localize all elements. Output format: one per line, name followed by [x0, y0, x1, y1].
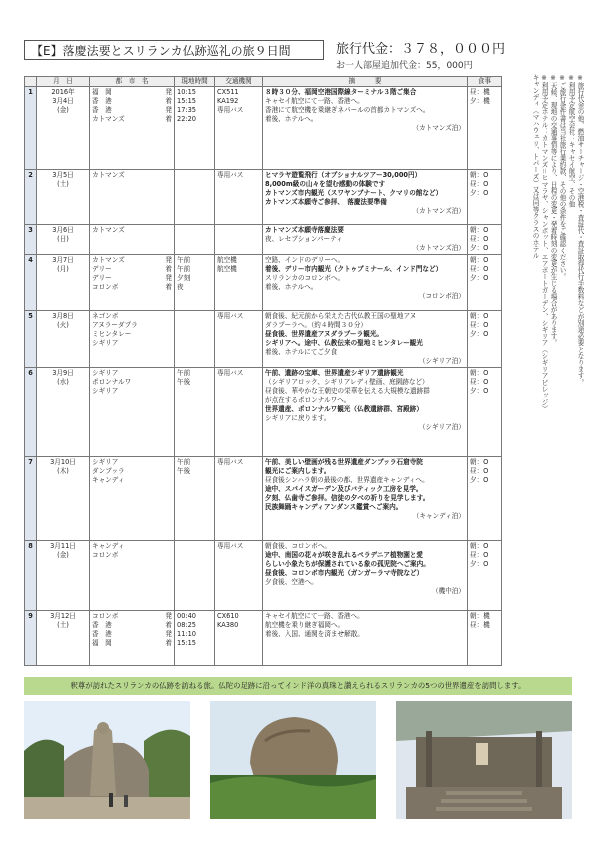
summary-line: 空路、インドのデリーへ。 [265, 256, 345, 264]
city-name: キャンディ [92, 542, 125, 550]
city-status: 着 [165, 115, 172, 123]
time-cell [175, 611, 215, 666]
city-name: 香 港 [92, 621, 112, 629]
transport-line: 専用バス [217, 171, 244, 179]
date-line: (火) [57, 321, 69, 329]
table-row [25, 611, 502, 666]
city-line [92, 88, 172, 97]
accommodation: （キャンディ泊） [412, 512, 465, 520]
transport-cell [215, 170, 263, 225]
summary-line: ヒマラヤ遊覧飛行（オプショナルツアー30,000円） [265, 171, 422, 179]
time-line: 午前 [177, 369, 191, 377]
meal-line: 昼：O [470, 378, 489, 386]
date-line: (木) [57, 467, 69, 475]
summary-cell [263, 541, 468, 611]
city-status: 発 [165, 274, 172, 282]
time-cell [175, 368, 215, 457]
city-line [92, 339, 172, 348]
summary-line: 午前、美しい壁画が残る世界遺産ダンブッラ石窟寺院 [265, 458, 423, 466]
time-line: 10:15 [177, 88, 197, 96]
city-status: 着 [165, 97, 172, 105]
summary-line: カトマンズ本願寺ご参拝、 落慶法要準備 [265, 198, 387, 206]
city-line [92, 312, 172, 321]
time-line: 夕刻 [177, 274, 191, 282]
time-line: 08:25 [177, 621, 197, 629]
summary-cell [263, 311, 468, 368]
city-line [92, 256, 172, 265]
city-line [92, 283, 172, 292]
time-line: 00:40 [177, 612, 197, 620]
city-status: 発 [165, 106, 172, 114]
meal-line: 朝：O [470, 256, 489, 264]
time-line: 午後 [177, 467, 191, 475]
city-name: 福 岡 [92, 88, 112, 96]
col-header-transport: 交通機関 [215, 77, 263, 87]
city-name: コロンボ [92, 283, 119, 291]
tour-banner: 釈尊が訪れたスリランカの仏跡を訪ねる旅。仏陀の足跡に沿ってインド洋の真珠と讃えられるスリランカの5つの世界遺産を訪問します。 [24, 677, 572, 695]
day-number: 5 [25, 311, 37, 368]
city-name: シギリア [92, 387, 119, 395]
meal-line: 昼：O [470, 321, 489, 329]
city-cell [90, 368, 175, 457]
note-line: ※旅行代金の他、燃油サーチャージ・空港税・査証代・査証取得代行手数料などが別途必要となります。 [576, 74, 584, 386]
city-line [92, 265, 172, 274]
city-line [92, 171, 172, 180]
city-line [92, 330, 172, 339]
day-number: 8 [25, 541, 37, 611]
city-name: ダンブッラ [92, 467, 125, 475]
meal-line: 夕：O [470, 330, 489, 338]
city-name: キャンディ [92, 476, 125, 484]
meal-line: 夕：O [470, 189, 489, 197]
meals-cell [468, 170, 502, 225]
day-date [37, 368, 90, 457]
meals-cell [468, 611, 502, 666]
city-line [92, 476, 172, 485]
transport-line: 専用バス [217, 542, 244, 550]
date-line: (土) [57, 621, 69, 629]
city-name: カトマンズ [92, 226, 125, 234]
summary-line: 夕刻、仏歯寺ご参拝。信徒の夕べの祈りを見学します。 [265, 494, 430, 502]
table-row [25, 170, 502, 225]
summary-line: らしい小象たちが保護されている象の孤児院へご案内。 [265, 560, 430, 568]
city-cell [90, 611, 175, 666]
city-line [92, 369, 172, 378]
summary-line: キャセイ航空にて一路、香港へ。 [265, 612, 364, 620]
meal-line: 昼：O [470, 467, 489, 475]
table-row [25, 225, 502, 255]
note-line: ※天候、現地の交通事情等により、日程の変更・発着時刻の変更が生じる場合があります。 [549, 74, 557, 346]
time-line: 夜 [177, 283, 184, 291]
transport-cell [215, 87, 263, 170]
time-line: 午後 [177, 378, 191, 386]
summary-line: 民族舞踊キャンディアンダンス鑑賞へご案内。 [265, 503, 403, 511]
transport-line: CX511 [217, 88, 239, 96]
meal-line: 夕：O [470, 274, 489, 282]
city-cell [90, 170, 175, 225]
meals-cell [468, 87, 502, 170]
transport-line: KA380 [217, 621, 239, 629]
city-status: 着 [165, 621, 172, 629]
meals-cell [468, 541, 502, 611]
city-name: 香 港 [92, 97, 112, 105]
meal-line: 夕：O [470, 560, 489, 568]
city-status: 発 [165, 630, 172, 638]
transport-cell [215, 225, 263, 255]
city-cell [90, 311, 175, 368]
day-date [37, 541, 90, 611]
date-line: (水) [57, 378, 69, 386]
summary-line: カトマンズ市内観光（スワヤンブナート、クマリの館など） [265, 189, 443, 197]
city-status: 発 [165, 612, 172, 620]
meals-cell [468, 225, 502, 255]
summary-line: 8,000m級の山々を望む感動の体験です [265, 180, 386, 188]
travel-notes [510, 74, 584, 574]
day-date [37, 611, 90, 666]
transport-cell [215, 541, 263, 611]
meal-line: 夕：O [470, 476, 489, 484]
city-cell [90, 457, 175, 541]
summary-line: ダラプーラへ。（約４時間３０分） [265, 321, 368, 329]
table-header-row [25, 77, 502, 87]
summary-line: 香港にて航空機を乗継ぎネパールの首都カトマンズへ。 [265, 106, 430, 114]
meal-line: 朝：O [470, 542, 489, 550]
time-cell [175, 170, 215, 225]
city-name: ポロンナルワ [92, 378, 132, 386]
meal-line: 夕：機 [470, 97, 490, 105]
accommodation: （カトマンズ泊） [412, 207, 465, 215]
accommodation: （シギリア泊） [418, 423, 465, 431]
time-line: 午前 [177, 256, 191, 264]
city-line [92, 467, 172, 476]
time-cell [175, 541, 215, 611]
meal-line: 昼：機 [470, 88, 490, 96]
table-row [25, 457, 502, 541]
summary-line: 昼食後、華やかな王朝史の栄華を伝える大規模な遺跡群 [265, 387, 430, 395]
summary-line: カトマンズ本願寺落慶法要 [265, 226, 344, 234]
col-header-time: 現地時間 [175, 77, 215, 87]
summary-line: シギリアに戻ります。 [265, 414, 331, 422]
accommodation: （カトマンズ泊） [412, 244, 465, 252]
meal-line: 夕：O [470, 244, 489, 252]
table-row [25, 87, 502, 170]
date-line: 3月7日 [52, 256, 74, 264]
city-line [92, 226, 172, 235]
day-date [37, 170, 90, 225]
meal-line: 朝：O [470, 312, 489, 320]
city-line [92, 542, 172, 551]
date-line: 3月12日 [50, 612, 76, 620]
city-cell [90, 541, 175, 611]
city-line [92, 378, 172, 387]
summary-line: スリランカのコロンボへ。 [265, 274, 345, 282]
meal-line: 昼：機 [470, 621, 490, 629]
accommodation: （機中泊） [432, 587, 465, 595]
meal-line: 夕：O [470, 387, 489, 395]
city-cell [90, 87, 175, 170]
date-line: (土) [57, 180, 69, 188]
day-number: 9 [25, 611, 37, 666]
table-row [25, 541, 502, 611]
city-line [92, 115, 172, 124]
city-line [92, 274, 172, 283]
time-line: 15:15 [177, 97, 197, 105]
transport-line: 専用バス [217, 458, 244, 466]
summary-cell [263, 611, 468, 666]
transport-line: 専用バス [217, 369, 244, 377]
day-number: 1 [25, 87, 37, 170]
date-line: 3月9日 [52, 369, 74, 377]
time-line: 11:10 [177, 630, 197, 638]
city-line [92, 551, 172, 560]
city-name: シギリア [92, 339, 119, 347]
meal-line: 昼：O [470, 180, 489, 188]
meal-line: 朝：O [470, 369, 489, 377]
day-number: 4 [25, 255, 37, 311]
itinerary-table [24, 76, 502, 666]
day-number: 7 [25, 457, 37, 541]
date-line: 3月6日 [52, 226, 74, 234]
time-cell [175, 311, 215, 368]
meals-cell [468, 255, 502, 311]
col-header-summary: 摘 要 [263, 77, 468, 87]
city-name: デリー [92, 265, 112, 273]
summary-line: 観光にご案内します。 [265, 467, 331, 475]
col-header-date: 月 日 [37, 77, 90, 87]
city-line [92, 321, 172, 330]
city-name: 香 港 [92, 106, 112, 114]
summary-cell [263, 255, 468, 311]
city-cell [90, 225, 175, 255]
date-line: 3月5日 [52, 171, 74, 179]
city-name: カトマンズ [92, 115, 125, 123]
city-name: ミヒンタレー [92, 330, 132, 338]
city-name: シギリア [92, 369, 119, 377]
transport-cell [215, 311, 263, 368]
note-line: ※ご旅行条件書は当社旅行業約款、その他の条件をご確認ください。 [558, 74, 566, 280]
city-name: 香 港 [92, 630, 112, 638]
summary-line: 朝食後、コロンボへ。 [265, 542, 331, 550]
summary-line: （シギリアロック、シギリアレディ壁画、庭園跡など） [265, 378, 429, 386]
summary-line: 昼食後、世界遺産アヌダラプーラ観光。 [265, 330, 384, 338]
city-status: 発 [165, 88, 172, 96]
meal-line: 昼：O [470, 235, 489, 243]
time-cell [175, 225, 215, 255]
city-name: コロンボ [92, 612, 119, 620]
meal-line: 朝：O [470, 171, 489, 179]
day-date [37, 311, 90, 368]
tour-price: 旅行代金：３７８，０００円 [336, 42, 506, 57]
accommodation: （シギリア泊） [418, 357, 465, 365]
time-line: 午前 [177, 458, 191, 466]
time-line: 15:15 [177, 639, 197, 647]
day-date [37, 255, 90, 311]
col-header-num [25, 77, 37, 87]
time-cell [175, 457, 215, 541]
table-row [25, 255, 502, 311]
city-name: 福 岡 [92, 639, 112, 647]
date-line: (月) [57, 265, 69, 273]
tour-title: 【E】落慶法要とスリランカ仏跡巡礼の旅９日間 [24, 40, 324, 60]
date-line: (金) [57, 551, 69, 559]
summary-line: が点在するポロンナルワへ。 [265, 396, 351, 404]
city-name: シギリア [92, 458, 119, 466]
city-name: ネゴンボ [92, 312, 119, 320]
summary-cell [263, 225, 468, 255]
summary-line: 夜、レセプションパーティ [265, 235, 343, 243]
time-cell [175, 87, 215, 170]
time-line: 午前 [177, 265, 191, 273]
city-line [92, 621, 172, 630]
summary-line: 途中、南国の花々が咲き乱れるペラデニア植物園と愛 [265, 551, 423, 559]
note-line: ※利用予定航空会社：キャセイ航空、その他 [567, 74, 575, 208]
meals-cell [468, 368, 502, 457]
col-header-meals: 食事 [468, 77, 502, 87]
city-name: デリー [92, 274, 112, 282]
day-number: 2 [25, 170, 37, 225]
meal-line: 昼：O [470, 551, 489, 559]
transport-cell [215, 368, 263, 457]
summary-line: 着後、ホテルへ。 [265, 283, 318, 291]
date-line: (金) [57, 106, 69, 114]
city-name: コロンボ [92, 551, 119, 559]
meals-cell [468, 457, 502, 541]
date-line: 3月4日 [52, 97, 74, 105]
summary-line: シギリアへ。途中、仏教伝来の聖地ミヒンタレー観光 [265, 339, 423, 347]
meal-line: 朝：O [470, 226, 489, 234]
date-line: 3月11日 [50, 542, 76, 550]
date-line: 2016年 [51, 88, 75, 96]
transport-line: 航空機 [217, 265, 237, 273]
city-cell [90, 255, 175, 311]
summary-line: 午前、遺跡の宝庫、世界遺産シギリア遺跡観光 [265, 369, 404, 377]
summary-cell [263, 170, 468, 225]
meal-line: 朝：機 [470, 612, 490, 620]
day-date [37, 457, 90, 541]
transport-line: 航空機 [217, 256, 237, 264]
summary-line: 昼食後シンハラ朝の最後の都、世界遺産キャンディへ。 [265, 476, 429, 484]
city-line [92, 97, 172, 106]
table-row [25, 311, 502, 368]
accommodation: （コロンボ泊） [418, 292, 465, 300]
summary-cell [263, 87, 468, 170]
date-line: 3月8日 [52, 312, 74, 320]
summary-line: ８時３０分、福岡空港国際線ターミナル３階ご集合 [265, 88, 417, 96]
transport-cell [215, 255, 263, 311]
time-cell [175, 255, 215, 311]
summary-line: 昼食後、コロンボ市内観光（ガンガーラマ寺院など） [265, 569, 424, 577]
transport-line: CX610 [217, 612, 239, 620]
date-line: 3月10日 [50, 458, 76, 466]
summary-line: 着後、ホテルにてご夕食 [265, 348, 338, 356]
summary-line: 着後、入国、通関を済ませ解散。 [265, 630, 364, 638]
table-row [25, 368, 502, 457]
transport-line: KA192 [217, 97, 239, 105]
meal-line: 昼：O [470, 265, 489, 273]
accommodation: （カトマンズ泊） [412, 124, 465, 132]
summary-cell [263, 368, 468, 457]
city-line [92, 106, 172, 115]
note-line: キャンディ（マハウェリ、トパーズ）又は同等クラスのホテル [531, 74, 539, 259]
transport-cell [215, 457, 263, 541]
day-number: 3 [25, 225, 37, 255]
meals-cell [468, 311, 502, 368]
day-number: 6 [25, 368, 37, 457]
header [24, 40, 506, 72]
city-status: 発 [165, 256, 172, 264]
city-name: アヌラーダプラ [92, 321, 138, 329]
summary-line: 夕食後、空港へ。 [265, 578, 318, 586]
city-name: カトマンズ [92, 256, 125, 264]
city-status: 着 [165, 265, 172, 273]
date-line: (日) [57, 235, 69, 243]
meal-line: 朝：O [470, 458, 489, 466]
note-line: ※利用予定ホテル：カトマンズ＝ヒマラヤ、シャンボット、エアポートガーデン、シギリア（シギリアビレッジ） [540, 74, 548, 412]
summary-line: 朝食後、紀元前から栄えた古代仏教王国の聖地アヌ [265, 312, 417, 320]
city-line [92, 458, 172, 467]
summary-cell [263, 457, 468, 541]
table-body [25, 87, 502, 666]
day-date [37, 225, 90, 255]
transport-cell [215, 611, 263, 666]
photo-aukana-buddha [24, 701, 190, 819]
time-line: 22:20 [177, 115, 197, 123]
summary-line: キャセイ航空にて一路、香港へ。 [265, 97, 364, 105]
summary-line: 着後、ホテルへ。 [265, 115, 318, 123]
photo-sigiriya-rock [210, 701, 376, 819]
summary-line: 着後、デリー市内観光（クトゥブミナール、インド門など） [265, 265, 443, 273]
city-status: 着 [165, 639, 172, 647]
city-line [92, 630, 172, 639]
city-line [92, 639, 172, 648]
photo-temple-stairs [396, 701, 572, 819]
city-line [92, 387, 172, 396]
transport-line: 専用バス [217, 312, 244, 320]
day-date [37, 87, 90, 170]
summary-line: 航空機を乗り継ぎ福岡へ。 [265, 621, 345, 629]
city-line [92, 612, 172, 621]
single-room-supplement: お一人部屋追加代金：55，000円 [336, 61, 473, 71]
transport-line: 専用バス [217, 106, 244, 114]
col-header-city: 都 市 名 [90, 77, 175, 87]
time-line: 17:35 [177, 106, 197, 114]
summary-line: 世界遺産、ポロンナルワ観光（仏教遺跡群、宮殿跡） [265, 405, 423, 413]
city-name: カトマンズ [92, 171, 125, 179]
city-status: 着 [165, 283, 172, 291]
summary-line: 途中、スパイスガーデン及びバティック工房を見学。 [265, 485, 423, 493]
